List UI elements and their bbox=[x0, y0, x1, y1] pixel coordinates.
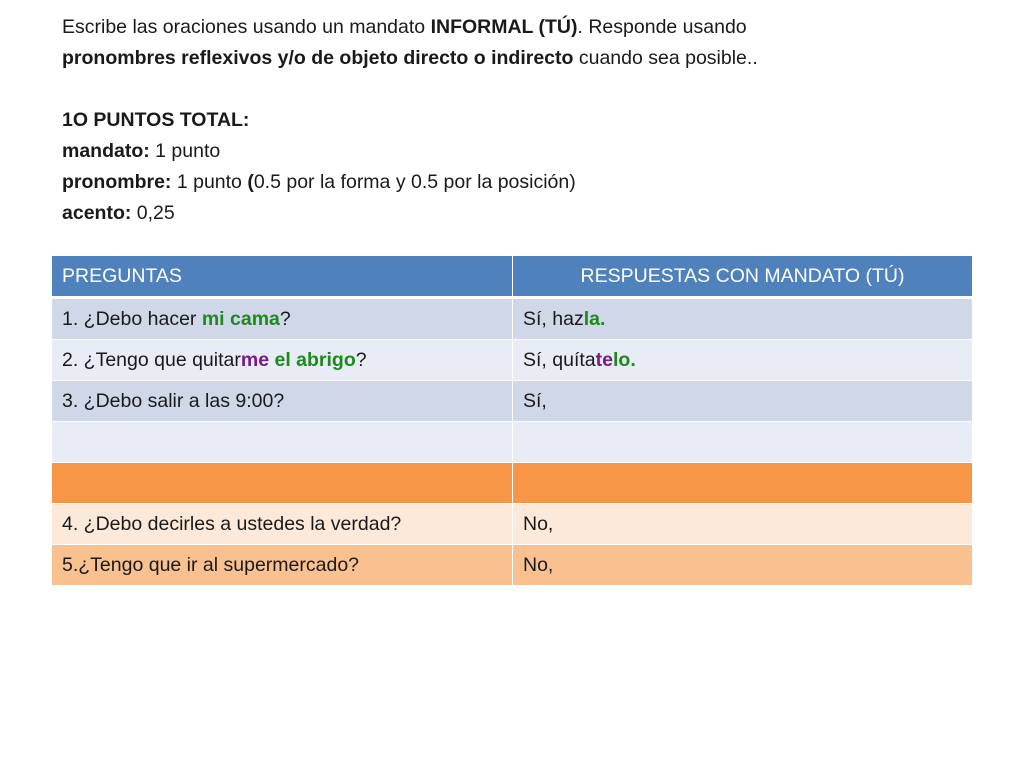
instruction-text: cuando sea posible.. bbox=[573, 47, 758, 69]
answer-cell[interactable]: No, bbox=[513, 504, 973, 545]
table-row bbox=[52, 504, 973, 545]
question-cell bbox=[52, 463, 513, 504]
points-value: 1 punto bbox=[171, 171, 248, 193]
table-row-divider bbox=[52, 463, 973, 504]
exercise-table bbox=[51, 255, 973, 586]
answer-cell[interactable] bbox=[513, 463, 973, 504]
points-label: acento: bbox=[62, 202, 132, 224]
answer-cell[interactable]: No, bbox=[513, 545, 973, 586]
highlight-pronoun: lo. bbox=[612, 348, 636, 371]
points-label: mandato: bbox=[62, 140, 150, 162]
instruction-line-2 bbox=[62, 43, 962, 74]
question-cell bbox=[52, 298, 513, 340]
table-row bbox=[52, 545, 973, 586]
highlight-object: mi cama bbox=[201, 307, 280, 330]
header-respuestas: RESPUESTAS CON MANDATO (TÚ) bbox=[513, 256, 973, 298]
answer-cell[interactable]: Sí, bbox=[513, 381, 973, 422]
table-row bbox=[52, 381, 973, 422]
question-cell: 3. ¿Debo salir a las 9:00? bbox=[52, 381, 513, 422]
highlight-object: el abrigo bbox=[269, 348, 356, 371]
highlight-reflexive: te bbox=[595, 348, 613, 371]
instruction-emphasis: INFORMAL (TÚ) bbox=[430, 16, 578, 38]
points-value: 1 punto bbox=[149, 140, 221, 162]
points-label: pronombre: bbox=[62, 171, 172, 193]
points-acento bbox=[62, 198, 962, 229]
question-cell: 4. ¿Debo decirles a ustedes la verdad? bbox=[52, 504, 513, 545]
answer-cell[interactable] bbox=[513, 422, 973, 463]
header-preguntas: PREGUNTAS bbox=[52, 256, 513, 298]
question-text: 1. ¿Debo hacer bbox=[62, 307, 202, 330]
question-text: 2. ¿Tengo que quitar bbox=[62, 348, 241, 371]
points-pronombre bbox=[62, 167, 962, 198]
instruction-line-1 bbox=[62, 12, 962, 43]
answer-text: Sí, haz bbox=[523, 307, 584, 330]
points-value: 0,25 bbox=[131, 202, 175, 224]
instruction-emphasis: pronombres reflexivos y/o de objeto directo o indirecto bbox=[62, 47, 574, 69]
table-row bbox=[52, 298, 973, 340]
question-text: ? bbox=[279, 307, 291, 330]
question-cell bbox=[52, 422, 513, 463]
question-cell: 5.¿Tengo que ir al supermercado? bbox=[52, 545, 513, 586]
answer-cell[interactable] bbox=[513, 340, 973, 381]
answer-cell[interactable] bbox=[513, 298, 973, 340]
points-title: 1O PUNTOS TOTAL: bbox=[62, 109, 250, 131]
points-mandato bbox=[62, 136, 962, 167]
points-paren: ( bbox=[247, 171, 254, 193]
table-header-row bbox=[52, 256, 973, 298]
highlight-pronoun: la. bbox=[583, 307, 606, 330]
instruction-text: . Responde usando bbox=[577, 16, 747, 38]
table-row-empty bbox=[52, 422, 973, 463]
instruction-text: Escribe las oraciones usando un mandato bbox=[62, 16, 431, 38]
highlight-reflexive: me bbox=[240, 348, 270, 371]
question-text: ? bbox=[355, 348, 367, 371]
answer-text: Sí, quíta bbox=[523, 348, 596, 371]
instructions-block bbox=[62, 12, 962, 229]
points-value: 0.5 por la forma y 0.5 por la posición) bbox=[253, 171, 576, 193]
question-cell bbox=[52, 340, 513, 381]
spacer bbox=[62, 74, 962, 105]
table-row bbox=[52, 340, 973, 381]
